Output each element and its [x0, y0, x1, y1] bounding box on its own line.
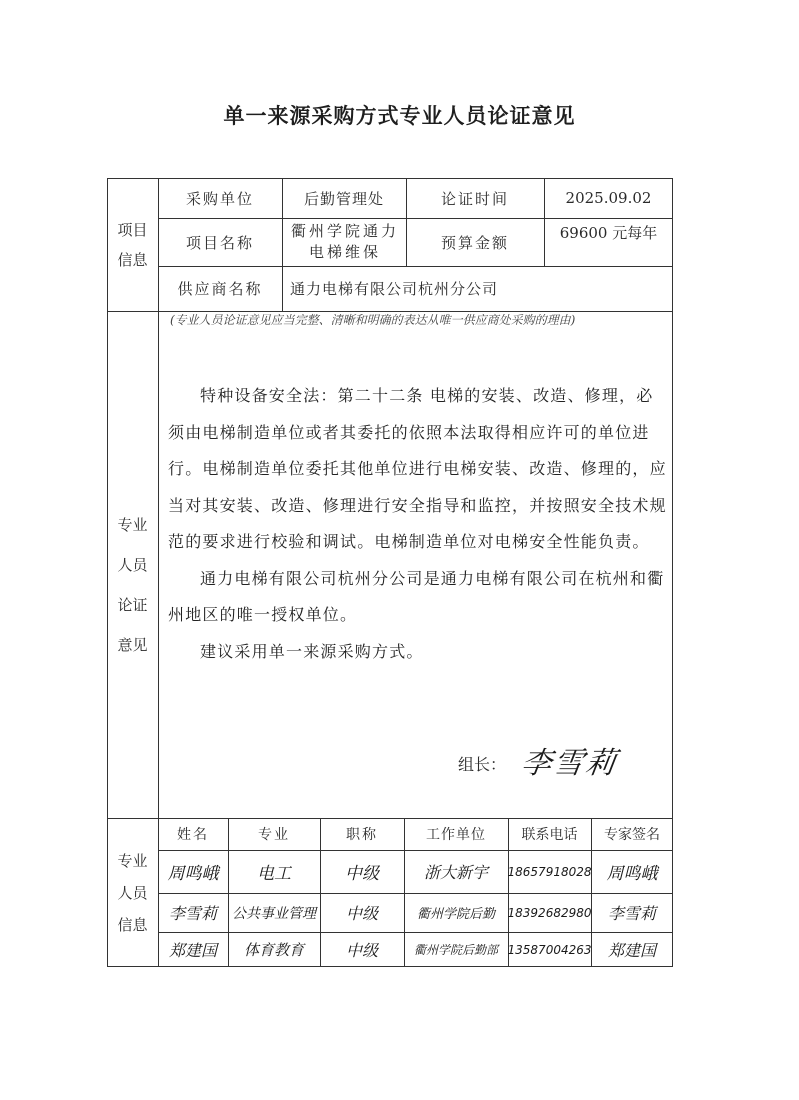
date-value: 2025.09.02 — [565, 189, 652, 207]
expert-signature: 周鸣峨 — [606, 864, 658, 884]
column-header: 工作单位 — [426, 827, 486, 843]
opinion-paragraph: 通力电梯有限公司杭州分公司是通力电梯有限公司在杭州和衢州地区的唯一授权单位。 — [168, 568, 665, 624]
expert-name: 周鸣峨 — [167, 864, 219, 884]
section-label-line: 项目 — [117, 220, 148, 239]
leader-signature: 李雪莉 — [519, 746, 620, 781]
section-label-line: 信息 — [117, 250, 148, 269]
section-label-line: 专业 — [117, 851, 148, 870]
leader-label: 组长： — [458, 755, 507, 774]
date-label: 论证时间 — [440, 189, 509, 208]
expert-specialty: 公共事业管理 — [232, 905, 316, 922]
divider — [282, 266, 283, 311]
column-header: 姓名 — [177, 827, 209, 843]
expert-phone: 13587004263 — [508, 942, 591, 957]
expert-title: 中级 — [345, 941, 378, 960]
expert-unit: 浙大新宇 — [423, 863, 488, 882]
budget-label: 预算金额 — [440, 233, 509, 252]
opinion-paragraph: 建议采用单一来源采购方式。 — [200, 641, 424, 661]
section-label-line: 论证 — [117, 595, 148, 614]
supplier-value: 通力电梯有限公司杭州分公司 — [290, 280, 499, 298]
section-label-line: 专业 — [117, 515, 148, 534]
expert-unit: 衢州学院后勤 — [416, 907, 495, 922]
budget-value: 69600 元每年 — [559, 223, 658, 242]
column-header: 职称 — [346, 827, 378, 843]
expert-title: 中级 — [345, 904, 378, 923]
expert-unit: 衢州学院后勤部 — [413, 943, 498, 957]
expert-specialty: 电工 — [257, 864, 291, 884]
opinion-body — [168, 378, 668, 670]
section-label-line: 人员 — [117, 883, 148, 902]
section-label-line: 人员 — [117, 555, 148, 574]
purchaser-value: 后勤管理处 — [303, 189, 384, 208]
section-label-line: 意见 — [117, 635, 148, 654]
column-header: 专家签名 — [604, 827, 660, 843]
project-name-value: 衢州学院通力电梯维保 — [290, 222, 399, 261]
expert-signature: 郑建国 — [607, 941, 656, 960]
expert-signature: 李雪莉 — [607, 904, 656, 923]
column-header: 专业 — [258, 827, 290, 843]
page-title: 单一来源采购方式专业人员论证意见 — [223, 104, 576, 128]
instruction-note: (专业人员论证意见应当完整、清晰和明确的表达从唯一供应商处采购的理由) — [170, 313, 576, 327]
project-name-label: 项目名称 — [185, 233, 254, 252]
opinion-paragraph: 特种设备安全法：第二十二条 电梯的安装、改造、修理，必须由电梯制造单位或者其委托的依照本法取得相应许可的单位进行。电梯制造单位委托其他单位进行电梯安装、改造、修理的，应当对其安装、改造、修理进行安全指导和监控，并按照安全技术规范的要求进行校验和调试。电梯制造单位对电梯安全性能负责。 — [168, 386, 667, 551]
expert-phone: 18392682980 — [508, 905, 591, 920]
expert-phone: 18657918028 — [508, 864, 591, 879]
section-label-opinion — [107, 311, 158, 818]
expert-specialty: 体育教育 — [243, 941, 304, 959]
supplier-label: 供应商名称 — [177, 280, 263, 298]
expert-name: 李雪莉 — [168, 904, 217, 923]
section-label-line: 信息 — [117, 915, 148, 934]
section-label-experts — [107, 818, 158, 967]
expert-title: 中级 — [345, 864, 379, 884]
section-label-project-info — [107, 178, 158, 311]
purchaser-label: 采购单位 — [185, 189, 254, 208]
expert-name: 郑建国 — [168, 941, 217, 960]
column-header: 联系电话 — [521, 827, 578, 843]
